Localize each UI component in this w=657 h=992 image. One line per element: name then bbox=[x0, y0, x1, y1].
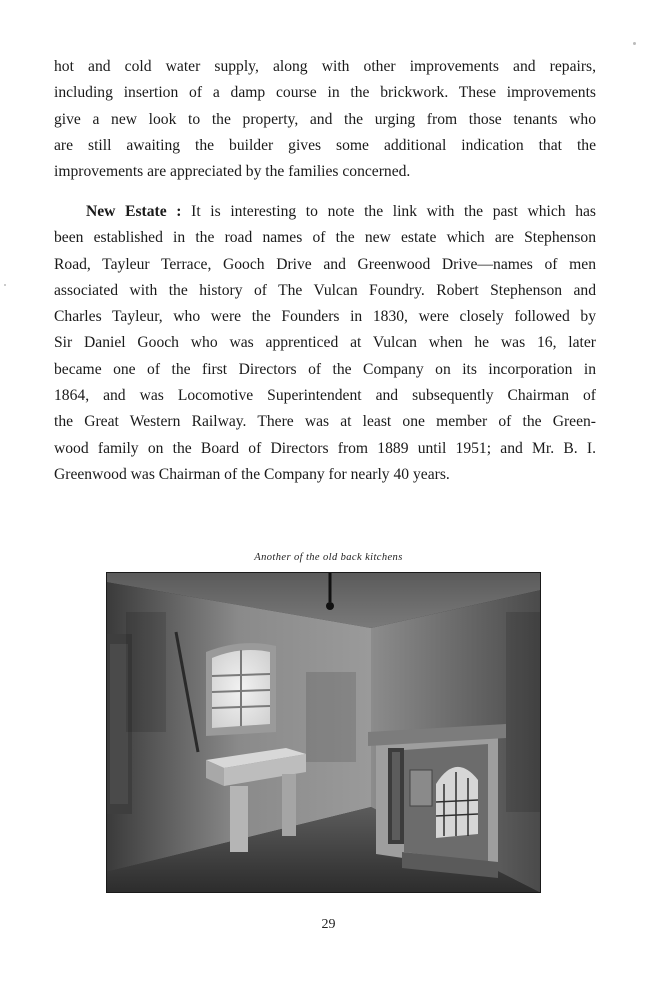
kitchen-photograph bbox=[106, 572, 541, 893]
paragraph-new-estate bbox=[54, 199, 596, 488]
text-line: improvements are appreciated by the families concerned. bbox=[54, 163, 411, 181]
text-line: are still awaiting the builder gives some additional indication that the bbox=[54, 136, 596, 154]
text-run: It is interesting to note the link with the past which has bbox=[181, 203, 596, 220]
text-line: hot and cold water supply, along with other improvements and repairs, bbox=[54, 58, 596, 75]
page-number: 29 bbox=[321, 917, 336, 932]
text-line: been established in the road names of the new estate which are Stephenson bbox=[54, 229, 596, 247]
text-line bbox=[54, 199, 596, 225]
text-line: give a new look to the property, and the urging from those tenants who bbox=[54, 110, 596, 128]
paragraph-improvements bbox=[54, 54, 596, 185]
paper-speck bbox=[4, 284, 6, 286]
paragraph-heading: New Estate : bbox=[86, 203, 182, 220]
text-line: Charles Tayleur, who were the Founders in 1830, were closely followed by bbox=[54, 308, 596, 326]
photo-caption: Another of the old back kitchens bbox=[254, 552, 403, 563]
paper-speck bbox=[633, 42, 636, 45]
text-line: including insertion of a damp course in the brickwork. These improvements bbox=[54, 84, 596, 102]
text-line: became one of the first Directors of the Company on its incorporation in bbox=[54, 360, 596, 378]
text-line: wood family on the Board of Directors from 1889 until 1951; and Mr. B. I. bbox=[54, 439, 596, 457]
text-line: Greenwood was Chairman of the Company for nearly 40 years. bbox=[54, 465, 450, 483]
text-line: 1864, and was Locomotive Superintendent and subsequently Chairman of bbox=[54, 387, 596, 405]
text-line: the Great Western Railway. There was at least one member of the Green- bbox=[54, 413, 596, 431]
text-line: Sir Daniel Gooch who was apprenticed at Vulcan when he was 16, later bbox=[54, 334, 596, 352]
text-line: associated with the history of The Vulcan Foundry. Robert Stephenson and bbox=[54, 281, 596, 299]
text-line: Road, Tayleur Terrace, Gooch Drive and Greenwood Drive—names of men bbox=[54, 255, 596, 273]
